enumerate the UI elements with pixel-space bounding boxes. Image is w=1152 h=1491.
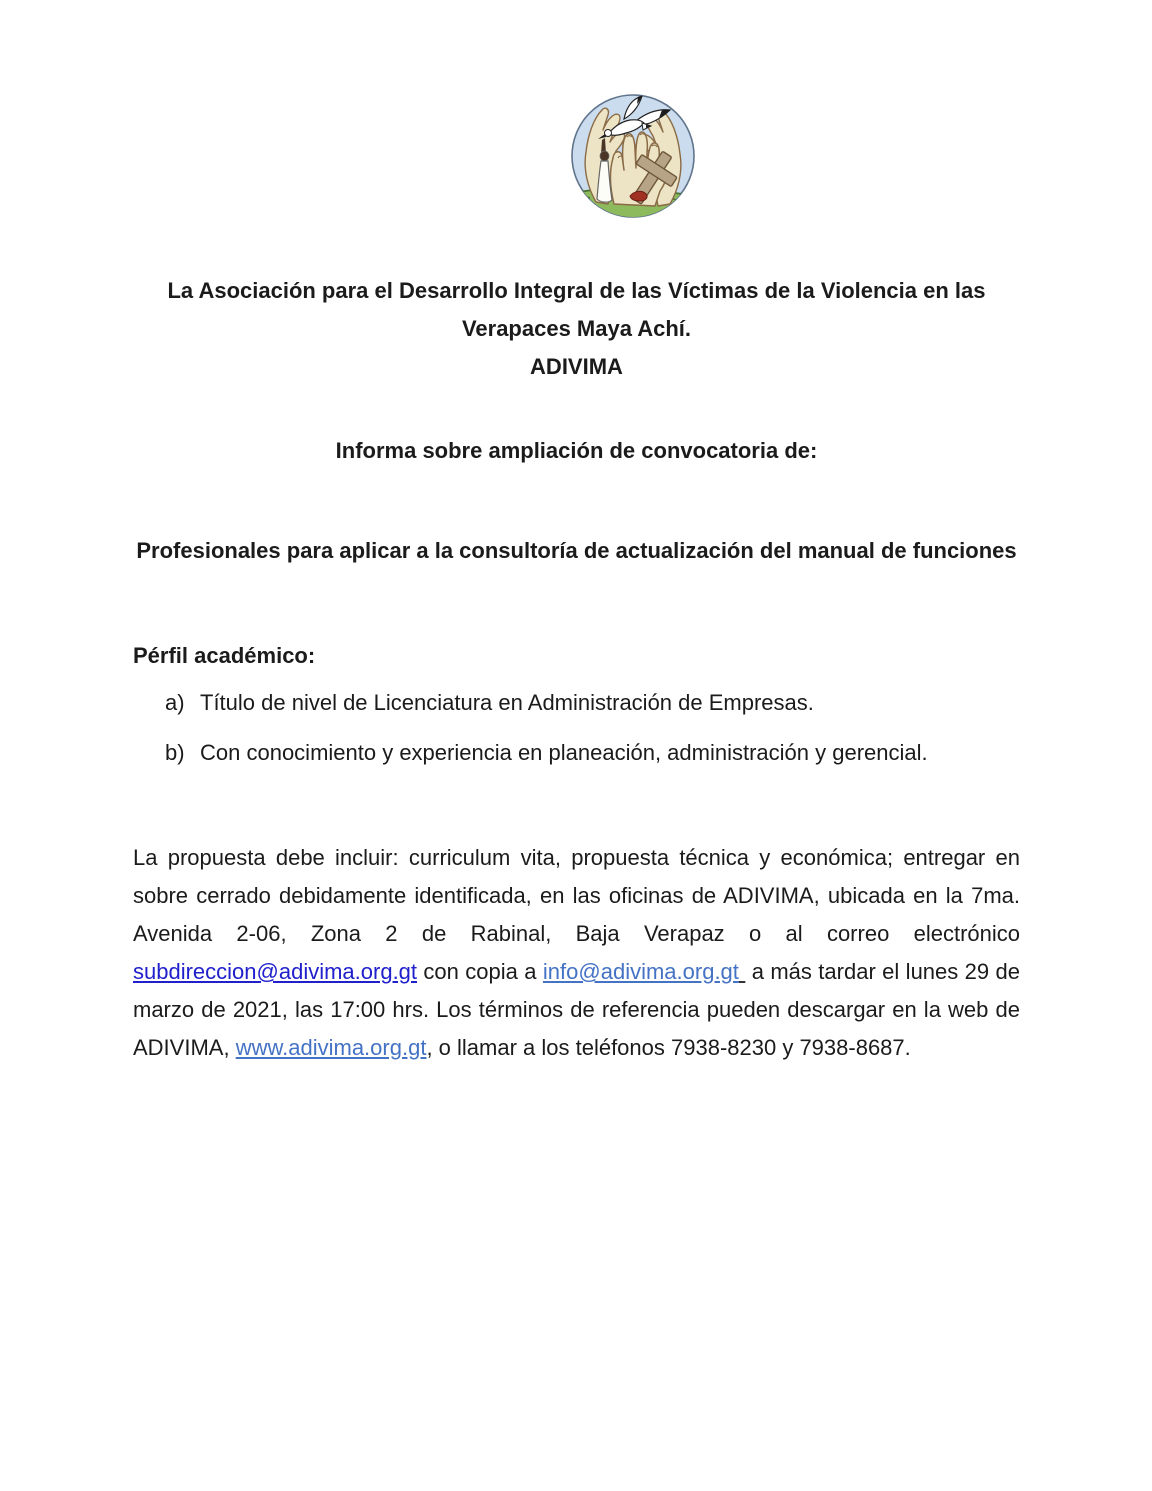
document-content: [0, 272, 1152, 1067]
paragraph-text: a más tardar el lunes 29 de marzo de 2021, las 17:00 hrs. Los términos de referencia pueden descargar en la web de ADIVIMA,: [133, 959, 1021, 1060]
academic-profile-heading: Pérfil académico:: [133, 643, 316, 668]
list-item: [133, 734, 1020, 772]
position-title: Profesionales para aplicar a la consultoría de actualización del manual de funciones: [136, 538, 1017, 563]
list-item: [133, 684, 1020, 722]
proposal-paragraph: [133, 839, 1020, 1067]
org-acronym: ADIVIMA: [530, 354, 623, 379]
org-title: La Asociación para el Desarrollo Integral de las Víctimas de la Violencia en las Verapaces Maya Achí.: [167, 278, 986, 341]
list-item-text: Con conocimiento y experiencia en planeación, administración y gerencial.: [200, 740, 928, 765]
email-link-info[interactable]: info@adivima.org.gt: [542, 959, 739, 984]
paragraph-text: con copia a: [417, 959, 543, 984]
logo-container: [0, 0, 1152, 222]
adivima-logo: [568, 92, 698, 222]
list-marker: a): [165, 690, 185, 715]
list-marker: b): [165, 740, 185, 765]
email-link-subdireccion[interactable]: subdireccion@adivima.org.gt: [133, 959, 418, 984]
academic-profile-list: [133, 684, 1020, 772]
announcement-line: Informa sobre ampliación de convocatoria de:: [335, 438, 818, 463]
paragraph-text: La propuesta debe incluir: curriculum vita, propuesta técnica y económica; entregar en sobre cerrado debidamente identificada, en las oficinas de ADIVIMA, ubicada en la 7ma. Avenida 2-06, Zona 2 de Rabinal, Baja Verapaz o al correo electrónico: [133, 845, 1020, 946]
paragraph-text: , o llamar a los teléfonos 7938-8230 y 7938-8687.: [426, 1035, 911, 1060]
website-link[interactable]: www.adivima.org.gt: [235, 1035, 427, 1060]
list-item-text: Título de nivel de Licenciatura en Administración de Empresas.: [200, 690, 814, 715]
